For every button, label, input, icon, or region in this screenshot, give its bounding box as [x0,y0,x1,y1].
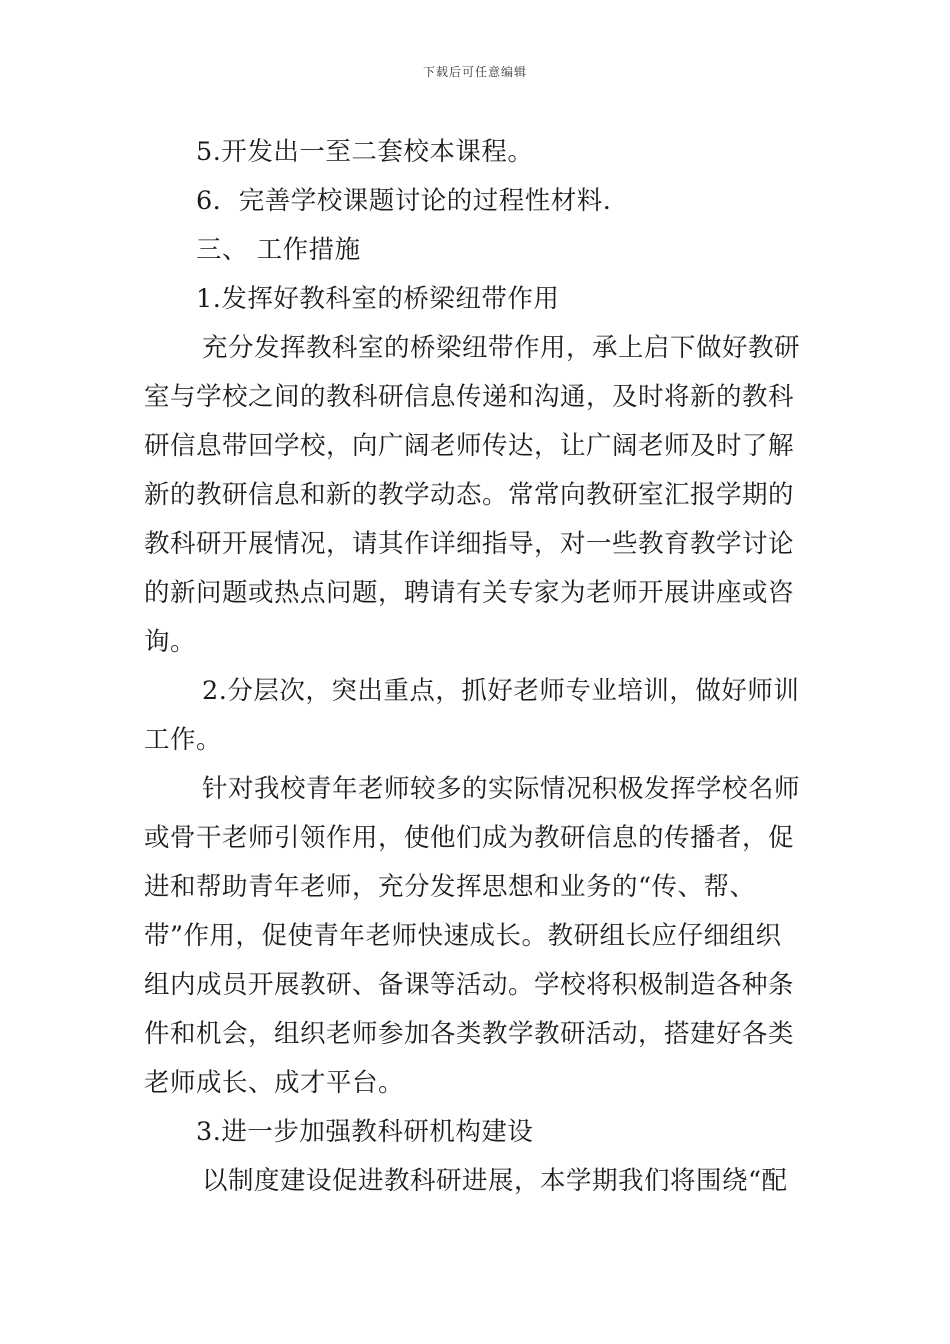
text-line: 工作。 [144,725,223,755]
text-line: 研信息带回学校，向广阔老师传达，让广阔老师及时了解 [144,431,795,461]
text-line: 室与学校之间的教科研信息传递和沟通，及时将新的教科 [144,382,795,412]
text-line: 3.进一步加强教科研机构建设 [196,1117,534,1147]
text-line: 带”作用，促使青年老师快速成长。教研组长应仔细组织 [144,921,782,951]
text-line: 进和帮助青年老师，充分发挥思想和业务的“传、帮、 [144,872,756,902]
text-line: 或骨干老师引领作用，使他们成为教研信息的传播者，促 [144,823,795,853]
text-line: 组内成员开展教研、备课等活动。学校将积极制造各种条 [144,970,795,1000]
text-line: 5.开发出一至二套校本课程。 [196,137,534,167]
text-line: 询。 [144,627,197,657]
document-body [144,128,808,1206]
text-line: 针对我校青年老师较多的实际情况积极发挥学校名师 [202,774,801,804]
text-line: 件和机会，组织老师参加各类教学教研活动，搭建好各类 [144,1019,795,1049]
text-line: 1.发挥好教科室的桥梁纽带作用 [196,284,560,314]
text-line: 以制度建设促进教科研进展，本学期我们将围绕“配 [202,1166,788,1196]
text-line: 6．完善学校课题讨论的过程性材料. [196,186,612,216]
text-line: 的新问题或热点问题，聘请有关专家为老师开展讲座或咨 [144,578,795,608]
text-line: 老师成长、成才平台。 [144,1068,405,1098]
text-line: 2.分层次，突出重点，抓好老师专业培训，做好师训 [202,676,800,706]
page-header-note: 下载后可任意编辑 [422,65,527,79]
text-line: 三、 工作措施 [196,235,361,265]
text-line: 充分发挥教科室的桥梁纽带作用，承上启下做好教研 [202,333,801,363]
text-line: 教科研开展情况，请其作详细指导，对一些教育教学讨论 [144,529,795,559]
text-line: 新的教研信息和新的教学动态。常常向教研室汇报学期的 [144,480,795,510]
